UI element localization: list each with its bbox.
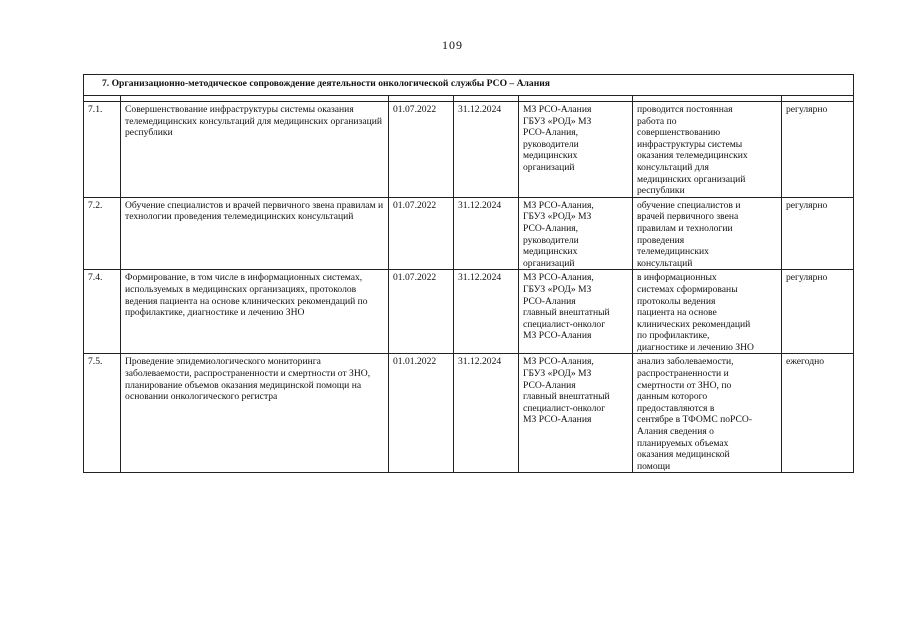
responsible-line: медицинских — [523, 150, 578, 162]
task-cell: Формирование, в том числе в информационных системах, используемых в медицинских организациях, протоколов ведения пациента на основе клинических рекомендаций по профилактике, диагностике и лечению ЗНО — [121, 270, 389, 354]
responsible-line: МЗ РСО-Алания, — [523, 356, 594, 368]
result-cell — [633, 270, 782, 354]
table-row — [84, 270, 854, 354]
responsible-line: МЗ РСО-Алания — [523, 414, 592, 426]
responsible-line: главный внештатный — [523, 307, 610, 319]
result-line: в информационных — [637, 272, 717, 284]
start-date-cell: 01.07.2022 — [389, 102, 454, 198]
end-date-cell: 31.12.2024 — [454, 270, 519, 354]
result-line: проведения — [637, 234, 685, 246]
result-cell — [633, 354, 782, 473]
result-line: Алания сведения о — [637, 426, 714, 438]
responsible-line: МЗ РСО-Алания — [523, 104, 592, 115]
result-line: данным которого — [637, 391, 708, 403]
result-line: по профилактике, — [637, 330, 710, 342]
section-heading: 7. Организационно-методическое сопровождение деятельности онкологической службы РСО – Алания — [84, 75, 854, 96]
result-cell — [633, 197, 782, 270]
plan-table — [83, 74, 854, 473]
start-date-cell: 01.01.2022 — [389, 354, 454, 473]
result-line: планируемых объемах — [637, 437, 729, 449]
section-heading-row — [84, 75, 854, 96]
result-line: консультаций — [637, 257, 693, 269]
responsible-line: руководители — [523, 138, 579, 150]
responsible-line: РСО-Алания, — [523, 222, 579, 234]
result-line: клинических рекомендаций — [637, 318, 751, 330]
table-row — [84, 197, 854, 270]
result-line: проводится постоянная — [637, 104, 733, 115]
result-line: врачей первичного звена — [637, 211, 739, 223]
result-line: консультаций для — [637, 161, 709, 173]
responsible-line: организаций — [523, 257, 575, 269]
responsible-cell — [519, 197, 633, 270]
result-line: пациента на основе — [637, 307, 717, 319]
result-line: телемедицинских — [637, 246, 709, 258]
result-line: смертности от ЗНО, по — [637, 379, 732, 391]
responsible-line: специалист-онколог — [523, 318, 606, 330]
responsible-line: организаций — [523, 161, 575, 173]
task-cell: Совершенствование инфраструктуры системы оказания телемедицинских консультаций для медицинских организаций республики — [121, 102, 389, 198]
result-line: анализ заболеваемости, — [637, 356, 734, 368]
responsible-line: главный внештатный — [523, 391, 610, 403]
end-date-cell: 31.12.2024 — [454, 354, 519, 473]
row-number: 7.4. — [84, 270, 121, 354]
responsible-cell — [519, 354, 633, 473]
result-cell — [633, 102, 782, 198]
result-line: сентябре в ТФОМС поРСО- — [637, 414, 753, 426]
result-line: оказания телемедицинских — [637, 150, 748, 162]
result-line: оказания медицинской — [637, 449, 730, 461]
frequency-cell: регулярно — [782, 102, 854, 198]
row-number: 7.2. — [84, 197, 121, 270]
result-line: предоставляются в — [637, 402, 715, 414]
page-number: 109 — [442, 38, 463, 52]
row-number: 7.1. — [84, 102, 121, 198]
result-line: распространенности и — [637, 368, 729, 380]
result-line: правилам и технологии — [637, 222, 733, 234]
result-line: системах сформированы — [637, 283, 738, 295]
task-cell: Обучение специалистов и врачей первичного звена правилам и технологии проведения телемедицинских консультаций — [121, 197, 389, 270]
responsible-line: руководители — [523, 234, 579, 246]
responsible-line: ГБУЗ «РОД» МЗ — [523, 283, 592, 295]
responsible-line: ГБУЗ «РОД» МЗ — [523, 115, 592, 127]
responsible-line: медицинских — [523, 246, 578, 258]
result-line: диагностике и лечению ЗНО — [637, 341, 754, 353]
frequency-cell: ежегодно — [782, 354, 854, 473]
result-line: протоколы ведения — [637, 295, 716, 307]
responsible-line: ГБУЗ «РОД» МЗ — [523, 211, 592, 223]
task-cell: Проведение эпидемиологического мониторинга заболеваемости, распространенности и смертности от ЗНО, планирование объемов оказания медицинской помощи на основании онкологического регистра — [121, 354, 389, 473]
result-line: республики — [637, 185, 685, 197]
responsible-line: специалист-онколог — [523, 402, 606, 414]
responsible-line: МЗ РСО-Алания, — [523, 199, 594, 211]
responsible-line: ГБУЗ «РОД» МЗ — [523, 368, 592, 380]
frequency-cell: регулярно — [782, 197, 854, 270]
start-date-cell: 01.07.2022 — [389, 270, 454, 354]
table-row — [84, 354, 854, 473]
responsible-line: РСО-Алания, — [523, 127, 579, 139]
start-date-cell: 01.07.2022 — [389, 197, 454, 270]
responsible-line: РСО-Алания — [523, 379, 576, 391]
frequency-cell: регулярно — [782, 270, 854, 354]
result-line: работа по — [637, 115, 677, 127]
result-line: совершенствованию — [637, 127, 721, 139]
result-line: помощи — [637, 460, 671, 472]
responsible-cell — [519, 270, 633, 354]
responsible-line: МЗ РСО-Алания — [523, 330, 592, 342]
responsible-line: МЗ РСО-Алания, — [523, 272, 594, 284]
result-line: обучение специалистов и — [637, 199, 741, 211]
end-date-cell: 31.12.2024 — [454, 102, 519, 198]
responsible-line: РСО-Алания — [523, 295, 576, 307]
result-line: инфраструктуры системы — [637, 138, 743, 150]
table-row — [84, 102, 854, 198]
row-number: 7.5. — [84, 354, 121, 473]
end-date-cell: 31.12.2024 — [454, 197, 519, 270]
result-line: медицинских организаций — [637, 173, 746, 185]
responsible-cell — [519, 102, 633, 198]
